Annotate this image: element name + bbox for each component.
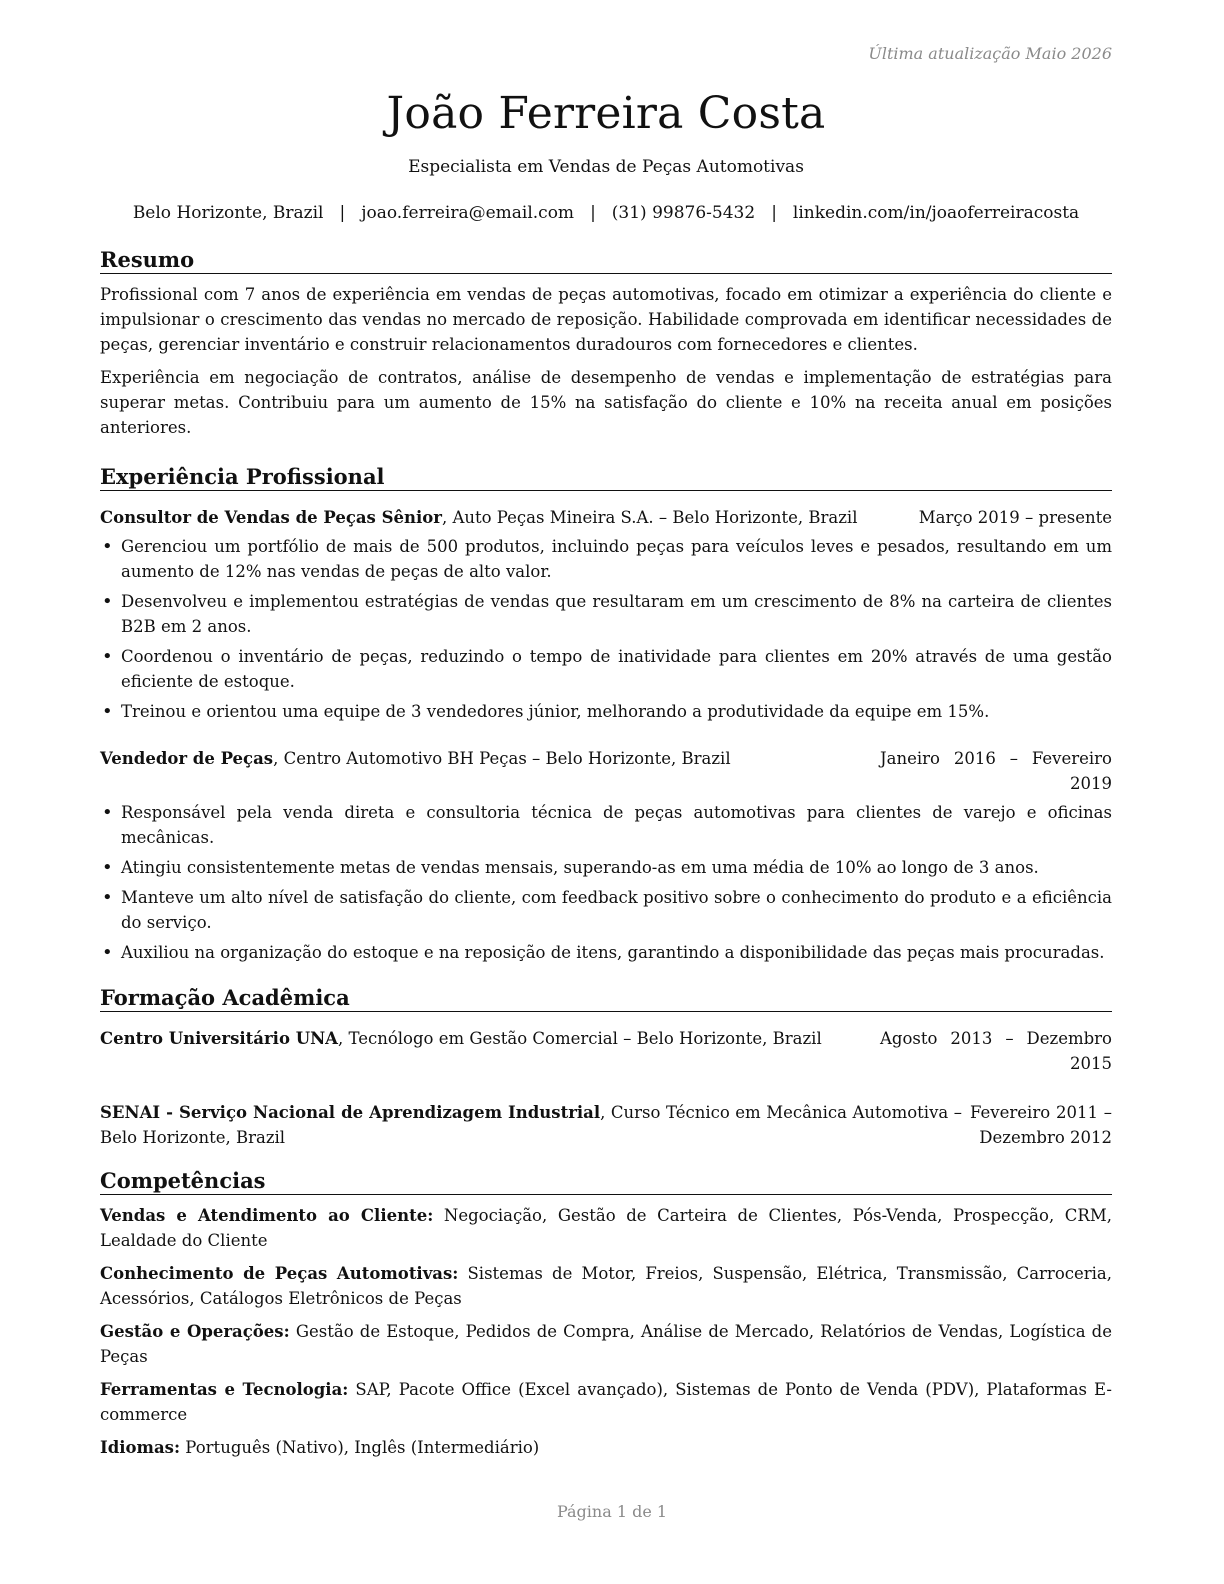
list-item: • Desenvolveu e implementou estratégias de vendas que resultaram em um crescimento de 8% na carteira de clientes B2B em 2 anos. — [100, 589, 1112, 639]
page-number: Página 1 de 1 — [556, 1502, 668, 1521]
education-line — [100, 1026, 872, 1076]
job-title-line — [100, 746, 872, 796]
education-item — [100, 1100, 1112, 1150]
job-title-line — [100, 505, 899, 530]
skill-value: Gestão de Estoque, Pedidos de Compra, Análise de Mercado, Relatórios de Vendas, Logística de Peças — [100, 1322, 1112, 1366]
skill-label: Gestão e Operações: — [100, 1322, 290, 1341]
section-title-skills: Competências — [100, 1168, 1112, 1195]
contact-phone: (31) 99876-5432 — [611, 203, 756, 223]
section-title-summary: Resumo — [100, 247, 1112, 274]
education-line — [100, 1100, 962, 1150]
job-dates: Janeiro 2016 – Fevereiro 2019 — [880, 749, 1112, 793]
summary-paragraph: Profissional com 7 anos de experiência em vendas de peças automotivas, focado em otimizar a experiência do cliente e impulsionar o crescimento das vendas no mercado de reposição. Habilidade comprovada em identificar necessidades de peças, gerenciar inventário e construir relacionamentos duradouros com fornecedores e clientes. — [100, 285, 1112, 354]
contact-separator: | — [339, 203, 346, 223]
education-school: SENAI - Serviço Nacional de Aprendizagem Industrial — [100, 1103, 601, 1122]
list-item: • Coordenou o inventário de peças, reduzindo o tempo de inatividade para clientes em 20% através de uma gestão eficiente de estoque. — [100, 644, 1112, 694]
job-header — [100, 505, 1112, 530]
job-dates: Março 2019 – presente — [918, 508, 1112, 527]
skill-label: Idiomas: — [100, 1438, 181, 1457]
skill-value: Sistemas de Motor, Freios, Suspensão, Elétrica, Transmissão, Carroceria, Acessórios, Catálogos Eletrônicos de Peças — [100, 1264, 1113, 1308]
skill-row — [100, 1319, 1112, 1369]
skill-label: Vendas e Atendimento ao Cliente: — [100, 1206, 434, 1225]
list-item: • Gerenciou um portfólio de mais de 500 produtos, incluindo peças para veículos leves e pesados, resultando em um aumento de 12% nas vendas de peças de alto valor. — [100, 534, 1112, 584]
job-role: Consultor de Vendas de Peças Sênior — [100, 508, 442, 527]
job-company: , Centro Automotivo BH Peças – Belo Horizonte, Brazil — [273, 749, 731, 768]
list-item: • Auxiliou na organização do estoque e na reposição de itens, garantindo a disponibilidade das peças mais procuradas. — [100, 940, 1112, 965]
contact-separator: | — [771, 203, 777, 223]
job-bullets — [100, 800, 1112, 965]
section-title-education: Formação Acadêmica — [100, 985, 1112, 1012]
resume-page — [100, 40, 1112, 1460]
list-item: • Manteve um alto nível de satisfação do cliente, com feedback positivo sobre o conhecimento do produto e a eficiência do serviço. — [100, 885, 1112, 935]
job-company: , Auto Peças Mineira S.A. – Belo Horizonte, Brazil — [441, 508, 858, 527]
skill-row — [100, 1377, 1112, 1427]
candidate-name: João Ferreira Costa — [386, 88, 826, 139]
skill-value: Português (Nativo), Inglês (Intermediário) — [180, 1438, 540, 1457]
skill-row — [100, 1435, 1112, 1460]
education-detail: , Curso Técnico em Mecânica Automotiva – Belo Horizonte, Brazil — [100, 1103, 962, 1147]
education-detail: , Tecnólogo em Gestão Comercial – Belo Horizonte, Brazil — [337, 1029, 822, 1048]
headline: Especialista em Vendas de Peças Automotivas — [408, 157, 804, 177]
education-dates: Agosto 2013 – Dezembro 2015 — [880, 1029, 1112, 1073]
job-role: Vendedor de Peças — [100, 749, 274, 768]
skill-value: Negociação, Gestão de Carteira de Clientes, Pós-Venda, Prospecção, CRM, Lealdade do Cliente — [100, 1206, 1112, 1250]
contact-email[interactable]: joao.ferreira@email.com — [361, 203, 575, 223]
job-header — [100, 746, 1112, 796]
list-item: • Treinou e orientou uma equipe de 3 vendedores júnior, melhorando a produtividade da equipe em 15%. — [100, 699, 1112, 724]
skill-value: SAP, Pacote Office (Excel avançado), Sistemas de Ponto de Venda (PDV), Plataformas E-commerce — [100, 1380, 1112, 1424]
skill-row — [100, 1261, 1112, 1311]
education-school: Centro Universitário UNA — [100, 1029, 338, 1048]
contact-separator: | — [590, 203, 596, 223]
list-item: • Responsável pela venda direta e consultoria técnica de peças automotivas para clientes de varejo e oficinas mecânicas. — [100, 800, 1112, 850]
contact-linkedin[interactable]: linkedin.com/in/joaoferreiracosta — [792, 203, 1080, 223]
contact-line — [100, 203, 1112, 223]
skill-label: Conhecimento de Peças Automotivas: — [100, 1264, 459, 1283]
skill-label: Ferramentas e Tecnologia: — [100, 1380, 349, 1399]
section-title-experience: Experiência Profissional — [100, 464, 1112, 491]
skill-row — [100, 1203, 1112, 1253]
last-updated: Última atualização Maio 2026 — [868, 44, 1112, 63]
job-bullets — [100, 534, 1112, 724]
summary-paragraph: Experiência em negociação de contratos, análise de desempenho de vendas e implementação de estratégias para superar metas. Contribuiu para um aumento de 15% na satisfação do cliente e 10% na receita anual em posições anteriores. — [100, 368, 1112, 437]
contact-location: Belo Horizonte, Brazil — [132, 203, 324, 223]
education-item — [100, 1026, 1112, 1076]
list-item: • Atingiu consistentemente metas de vendas mensais, superando-as em uma média de 10% ao longo de 3 anos. — [100, 855, 1112, 880]
education-dates: Fevereiro 2011 – Dezembro 2012 — [970, 1103, 1112, 1147]
